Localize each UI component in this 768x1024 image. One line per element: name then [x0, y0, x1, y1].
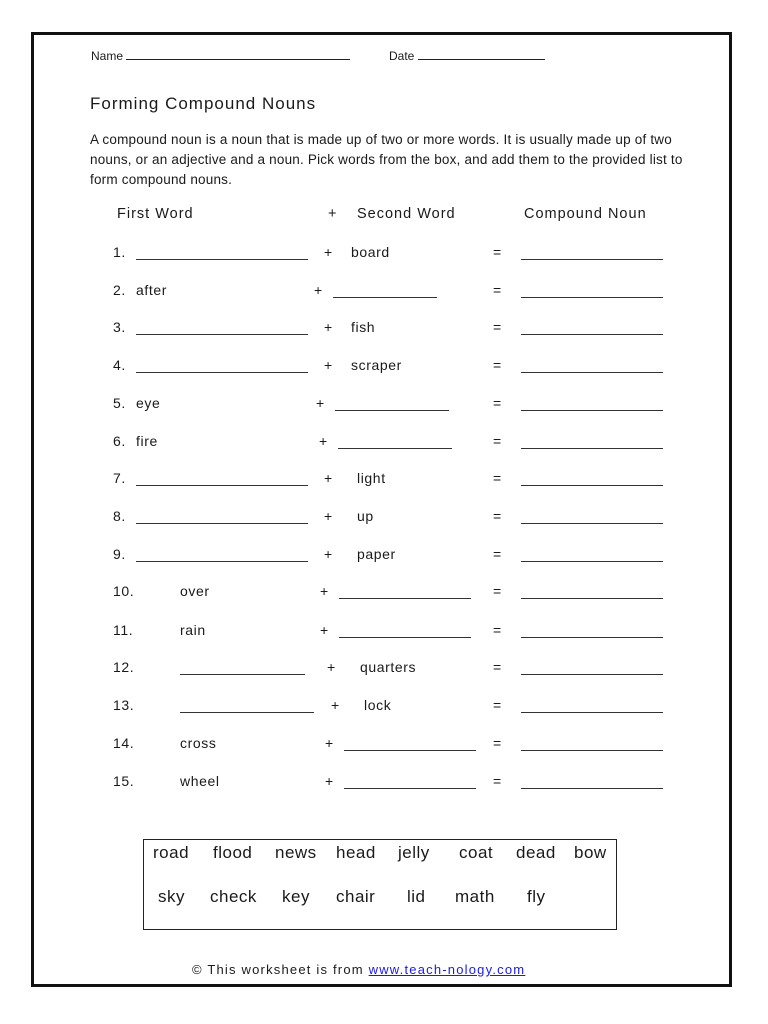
compound-noun-blank[interactable]: [521, 561, 663, 562]
second-word-blank[interactable]: [333, 297, 437, 298]
second-word: fish: [351, 319, 376, 335]
first-word: cross: [180, 735, 217, 751]
name-blank[interactable]: [126, 59, 350, 60]
row-number: 7.: [113, 470, 126, 486]
word-bank-word: check: [210, 887, 257, 906]
compound-noun-blank[interactable]: [521, 372, 663, 373]
compound-noun-blank[interactable]: [521, 297, 663, 298]
compound-noun-blank[interactable]: [521, 259, 663, 260]
compound-noun-blank[interactable]: [521, 334, 663, 335]
second-word-blank[interactable]: [338, 448, 452, 449]
equals-sign: =: [493, 773, 502, 789]
compound-noun-blank[interactable]: [521, 674, 663, 675]
first-word-blank[interactable]: [136, 334, 308, 335]
name-label: Name: [91, 49, 124, 63]
plus-sign: +: [314, 282, 323, 298]
footer-text: © This worksheet is from: [192, 962, 369, 977]
word-bank-word: math: [455, 887, 495, 906]
page-title: Forming Compound Nouns: [90, 94, 317, 113]
plus-sign: +: [320, 622, 329, 638]
equals-sign: =: [493, 697, 502, 713]
first-word: after: [136, 282, 168, 298]
first-word-blank[interactable]: [136, 372, 308, 373]
second-word-blank[interactable]: [339, 598, 471, 599]
first-word-blank[interactable]: [136, 259, 308, 260]
row-number: 14.: [113, 735, 135, 751]
compound-noun-blank[interactable]: [521, 485, 663, 486]
plus-sign: +: [320, 583, 329, 599]
plus-sign: +: [324, 508, 333, 524]
first-word-blank[interactable]: [136, 485, 308, 486]
word-bank-word: coat: [459, 843, 494, 862]
column-second-word: Second Word: [357, 206, 456, 222]
word-bank-word: news: [275, 843, 317, 862]
equals-sign: =: [493, 659, 502, 675]
name-field: [91, 49, 350, 63]
first-word: wheel: [180, 773, 220, 789]
equals-sign: =: [493, 508, 502, 524]
second-word: quarters: [360, 659, 417, 675]
row-number: 6.: [113, 433, 126, 449]
plus-sign: +: [325, 735, 334, 751]
row-number: 2.: [113, 282, 126, 298]
column-first-word: First Word: [117, 206, 194, 222]
date-label: Date: [389, 49, 415, 63]
second-word-blank[interactable]: [344, 750, 476, 751]
second-word-blank[interactable]: [344, 788, 476, 789]
equals-sign: =: [493, 433, 502, 449]
row-number: 13.: [113, 697, 135, 713]
first-word-blank[interactable]: [136, 523, 308, 524]
row-number: 1.: [113, 244, 126, 260]
first-word: eye: [136, 395, 161, 411]
equals-sign: =: [493, 244, 502, 260]
compound-noun-blank[interactable]: [521, 523, 663, 524]
equals-sign: =: [493, 735, 502, 751]
first-word-blank[interactable]: [180, 674, 305, 675]
word-bank-word: head: [336, 843, 376, 862]
plus-sign: +: [325, 773, 334, 789]
compound-noun-blank[interactable]: [521, 448, 663, 449]
equals-sign: =: [493, 319, 502, 335]
second-word: up: [357, 508, 374, 524]
row-number: 3.: [113, 319, 126, 335]
second-word: board: [351, 244, 390, 260]
plus-sign: +: [331, 697, 340, 713]
footer-link[interactable]: www.teach-nology.com: [368, 962, 526, 977]
compound-noun-blank[interactable]: [521, 712, 663, 713]
second-word: paper: [357, 546, 396, 562]
word-bank-word: road: [153, 843, 190, 862]
equals-sign: =: [493, 357, 502, 373]
second-word-blank[interactable]: [339, 637, 471, 638]
equals-sign: =: [493, 622, 502, 638]
equals-sign: =: [493, 546, 502, 562]
first-word: rain: [180, 622, 206, 638]
word-bank-word: key: [282, 887, 310, 906]
plus-sign: +: [319, 433, 328, 449]
date-field: [389, 49, 545, 63]
date-blank[interactable]: [418, 59, 545, 60]
first-word: fire: [136, 433, 158, 449]
first-word: over: [180, 583, 210, 599]
compound-noun-blank[interactable]: [521, 788, 663, 789]
row-number: 10.: [113, 583, 135, 599]
word-bank-word: chair: [336, 887, 376, 906]
word-bank-word: fly: [527, 887, 546, 906]
equals-sign: =: [493, 470, 502, 486]
word-bank-word: lid: [407, 887, 426, 906]
column-plus: +: [328, 206, 338, 222]
column-compound-noun: Compound Noun: [524, 206, 647, 222]
word-bank-word: sky: [158, 887, 185, 906]
plus-sign: +: [324, 319, 333, 335]
word-bank-word: jelly: [398, 843, 430, 862]
second-word: light: [357, 470, 386, 486]
word-bank-word: dead: [516, 843, 556, 862]
plus-sign: +: [316, 395, 325, 411]
compound-noun-blank[interactable]: [521, 410, 663, 411]
second-word-blank[interactable]: [335, 410, 449, 411]
compound-noun-blank[interactable]: [521, 598, 663, 599]
row-number: 15.: [113, 773, 135, 789]
first-word-blank[interactable]: [180, 712, 314, 713]
row-number: 11.: [113, 622, 134, 638]
footer: [192, 962, 525, 977]
second-word: scraper: [351, 357, 402, 373]
plus-sign: +: [324, 244, 333, 260]
equals-sign: =: [493, 282, 502, 298]
row-number: 9.: [113, 546, 126, 562]
compound-noun-blank[interactable]: [521, 750, 663, 751]
row-number: 8.: [113, 508, 126, 524]
instructions: A compound noun is a noun that is made up of two or more words. It is usually made up of two nouns, or an adjective and a noun. Pick words from the box, and add them to the provided list to form compound nouns.: [90, 132, 683, 187]
word-bank-word: flood: [213, 843, 253, 862]
equals-sign: =: [493, 583, 502, 599]
word-bank-word: bow: [574, 843, 607, 862]
row-number: 12.: [113, 659, 135, 675]
row-number: 5.: [113, 395, 126, 411]
plus-sign: +: [327, 659, 336, 675]
plus-sign: +: [324, 546, 333, 562]
equals-sign: =: [493, 395, 502, 411]
plus-sign: +: [324, 470, 333, 486]
compound-noun-blank[interactable]: [521, 637, 663, 638]
row-number: 4.: [113, 357, 126, 373]
second-word: lock: [364, 697, 392, 713]
plus-sign: +: [324, 357, 333, 373]
first-word-blank[interactable]: [136, 561, 308, 562]
